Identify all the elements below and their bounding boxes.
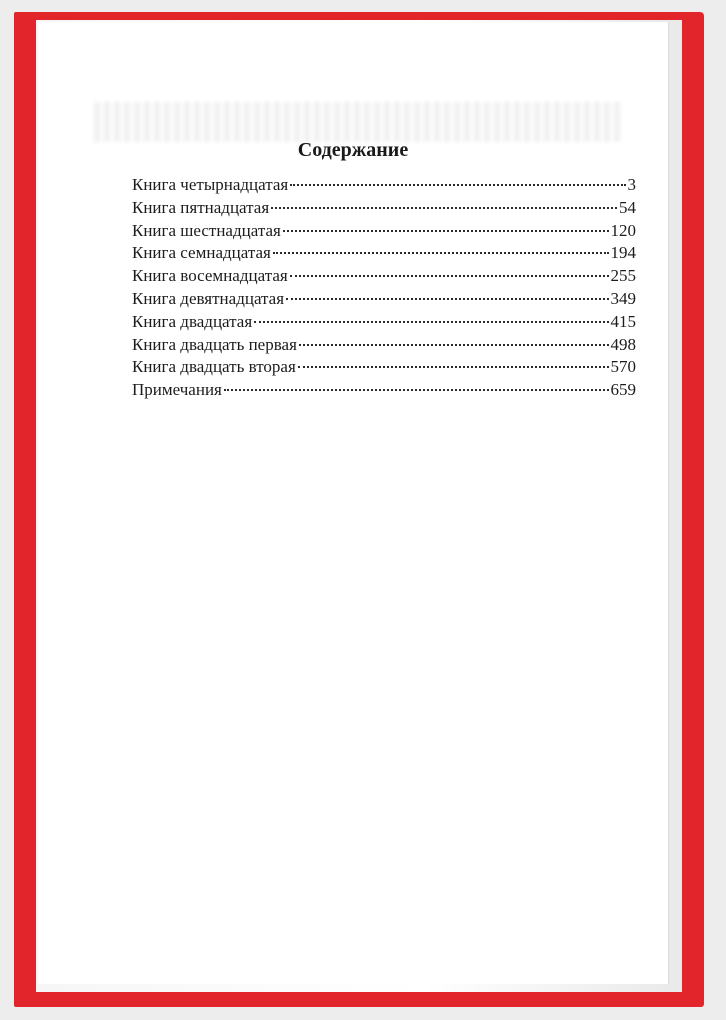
dot-leader (286, 297, 608, 300)
toc-entry (132, 220, 636, 243)
dot-leader (224, 388, 609, 391)
toc-entry-page: 3 (627, 175, 636, 194)
toc-entry (132, 356, 636, 379)
toc-entry-label: Книга двадцать первая (132, 334, 297, 354)
toc-entry-label: Книга восемнадцатая (132, 266, 288, 286)
page-title: Содержание (297, 139, 409, 161)
dot-leader (299, 343, 609, 346)
toc-entry-page: 120 (610, 220, 636, 240)
dot-leader (283, 229, 609, 232)
dot-leader (254, 320, 608, 323)
toc-entry-page: 54 (619, 197, 636, 217)
toc-entry-label: Книга четырнадцатая (132, 175, 289, 194)
book-page (38, 22, 668, 984)
show-through-text (94, 102, 624, 142)
toc-entry (132, 265, 636, 288)
toc-entry-label: Книга семнадцатая (132, 243, 271, 263)
toc-entry-page: 349 (610, 288, 636, 308)
toc-entry-page: 194 (610, 243, 636, 263)
toc-entry-page: 415 (610, 311, 636, 331)
dot-leader (273, 251, 609, 254)
toc-entry-page: 498 (610, 334, 636, 354)
toc-entry-page: 570 (610, 357, 636, 377)
toc-entry (132, 334, 636, 357)
dot-leader (290, 183, 625, 186)
toc-entry-page: 659 (610, 380, 636, 400)
toc-entry-label: Книга шестнадцатая (132, 220, 281, 240)
toc-entry-label: Книга пятнадцатая (132, 197, 270, 217)
table-of-contents (132, 174, 636, 402)
toc-entry (132, 242, 636, 265)
toc-entry-label: Книга девятнадцатая (132, 288, 285, 308)
toc-entry-page: 255 (610, 266, 636, 286)
toc-entry (132, 311, 636, 334)
toc-entry (132, 174, 636, 197)
toc-entry (132, 379, 636, 402)
toc-entry-label: Книга двадцатая (132, 311, 253, 331)
dot-leader (298, 365, 609, 368)
toc-entry (132, 197, 636, 220)
dot-leader (290, 274, 609, 277)
toc-entry-label: Книга двадцать вторая (132, 357, 296, 377)
toc-entry-label: Примечания (132, 380, 222, 400)
toc-entry (132, 288, 636, 311)
dot-leader (271, 206, 617, 209)
